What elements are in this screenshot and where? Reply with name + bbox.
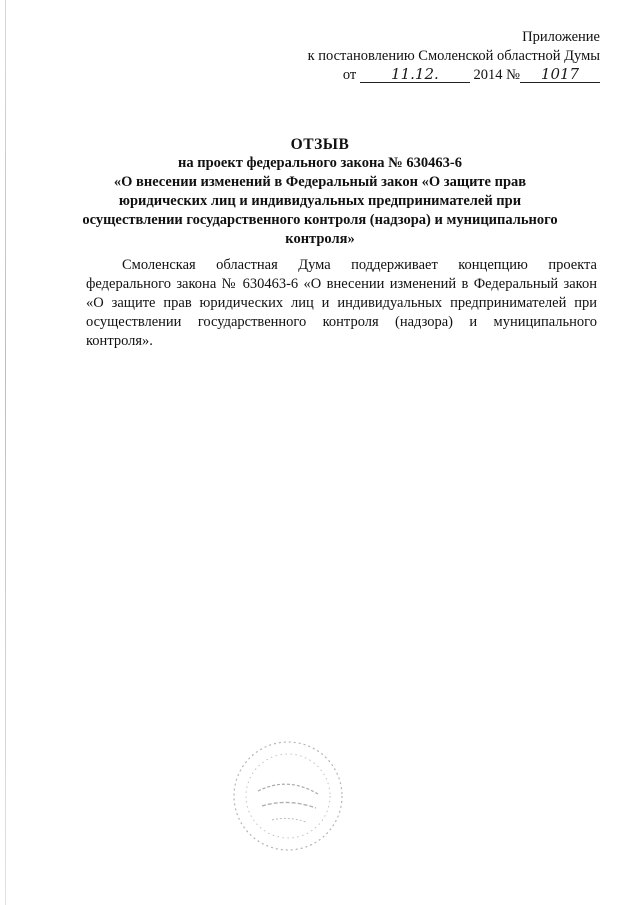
appendix-resolution: к постановлению Смоленской областной Думы	[307, 48, 600, 64]
appendix-block	[308, 28, 600, 85]
body-paragraph: Смоленская областная Дума поддерживает концепцию проекта федерального закона № 630463-6 «О внесении изменений в Федеральный закон «О защите прав юридических лиц и индивидуальных предпринимателей при осуществлении государственного контроля (надзора) и муниципального контроля».	[86, 257, 597, 349]
title-line: юридических лиц и индивидуальных предпринимателей при	[118, 193, 522, 209]
appendix-label: Приложение	[522, 29, 600, 45]
title-line: осуществлении государственного контроля (надзора) и муниципального	[82, 212, 558, 228]
year-number-label: 2014 №	[473, 67, 520, 83]
title-line: контроля»	[285, 231, 355, 247]
handwritten-date: 11.12.	[360, 66, 470, 83]
title-line: на проект федерального закона № 630463-6	[178, 155, 462, 171]
title-line: «О внесении изменений в Федеральный закон «О защите прав	[113, 174, 527, 190]
appendix-date-line	[308, 66, 600, 85]
faded-stamp-seal	[228, 736, 348, 856]
handwritten-number: 1017	[520, 66, 600, 83]
title-heading: ОТЗЫВ	[290, 136, 350, 153]
scan-edge-line	[5, 0, 6, 905]
date-prefix: от	[342, 67, 357, 83]
document-title	[80, 135, 560, 249]
